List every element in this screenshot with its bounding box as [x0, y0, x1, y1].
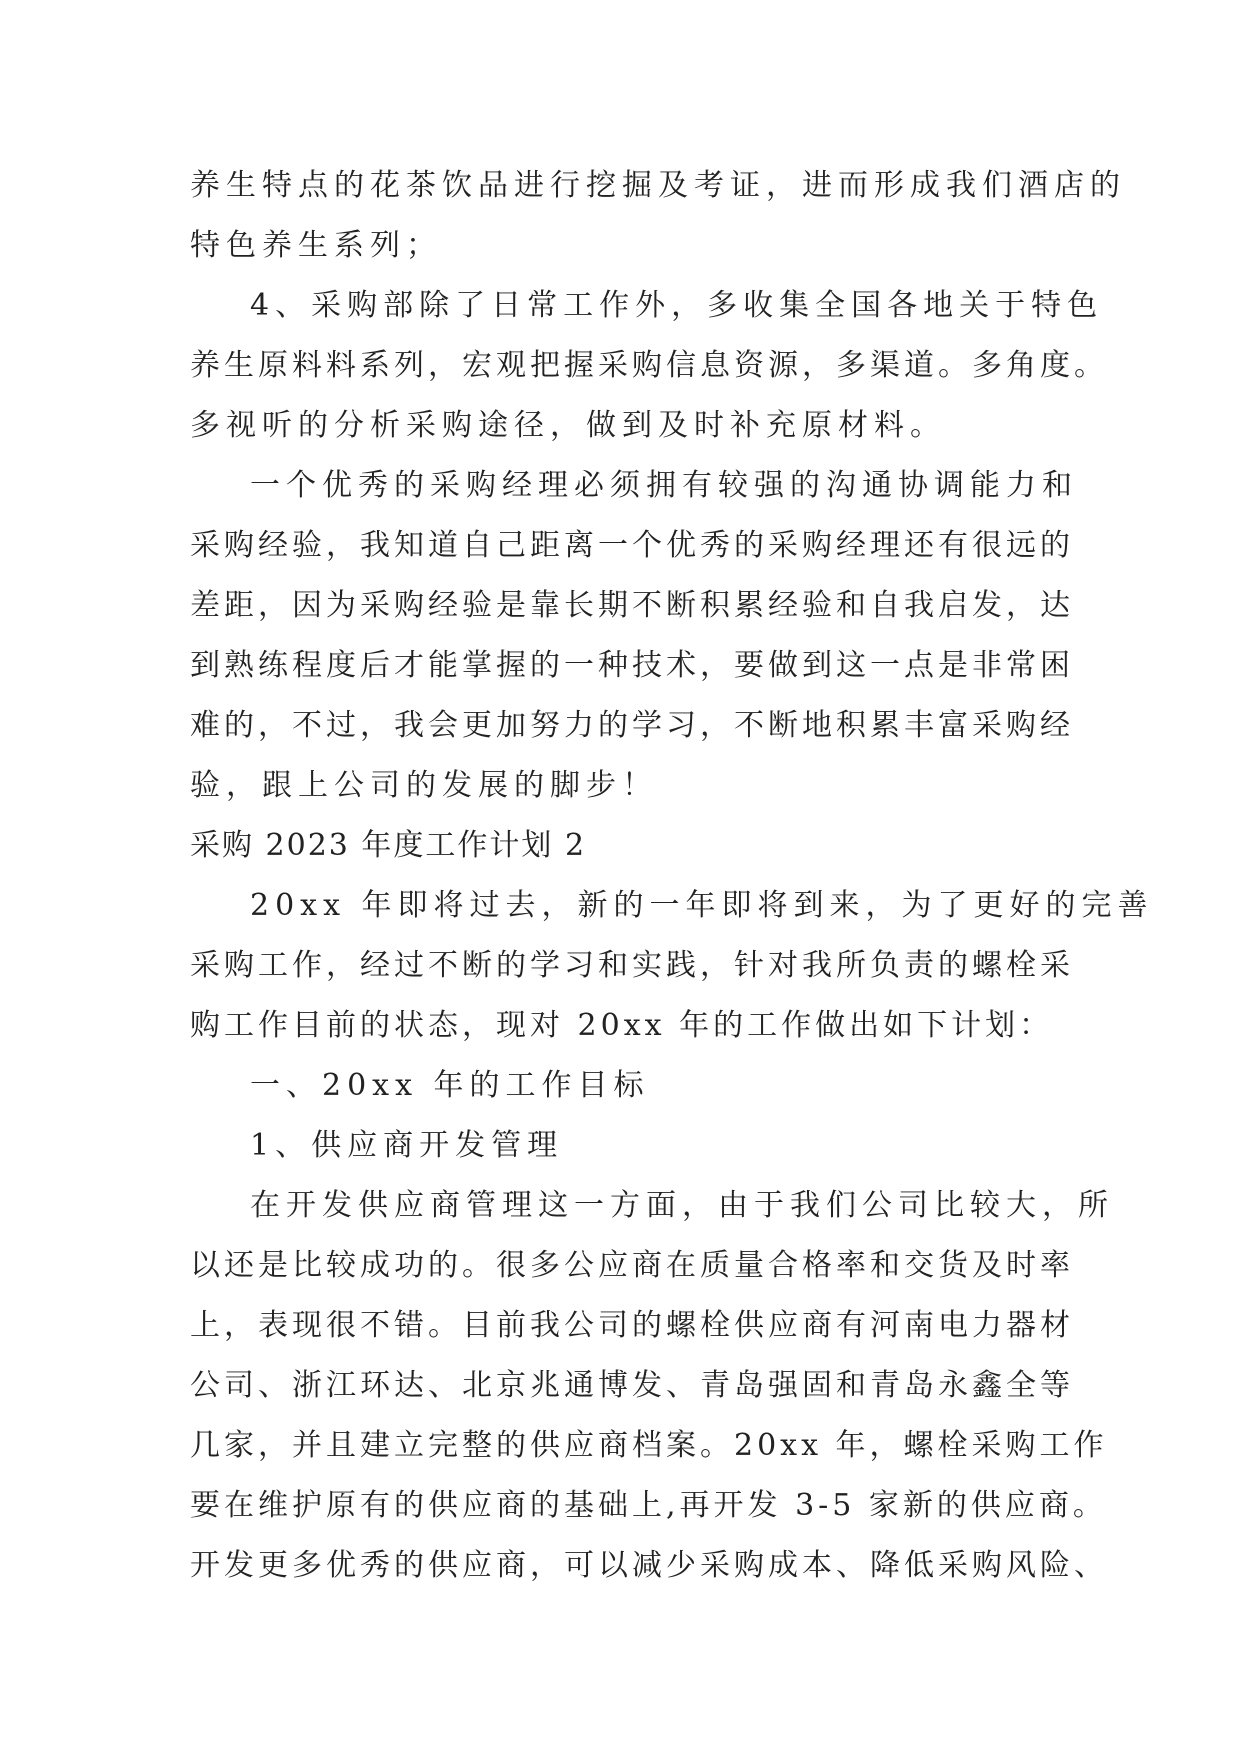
paragraph-line: 几家，并且建立完整的供应商档案。20xx 年，螺栓采购工作: [190, 1428, 1108, 1463]
paragraph-line: 20xx 年即将过去，新的一年即将到来，为了更好的完善: [250, 888, 1154, 923]
paragraph-line: 特色养生系列；: [190, 228, 442, 263]
paragraph-line: 养生原料料系列，宏观把握采购信息资源，多渠道。多角度。: [190, 348, 1108, 383]
paragraph-line: 开发更多优秀的供应商，可以减少采购成本、降低采购风险、: [190, 1548, 1108, 1583]
section-heading: 采购 2023 年度工作计划 2: [190, 828, 587, 863]
paragraph-line: 要在维护原有的供应商的基础上,再开发 3-5 家新的供应商。: [190, 1488, 1107, 1523]
paragraph-line: 到熟练程度后才能掌握的一种技术，要做到这一点是非常困: [190, 648, 1074, 683]
document-body: [190, 156, 1154, 1596]
subsection-heading: 一、20xx 年的工作目标: [250, 1068, 650, 1103]
paragraph-line: 一个优秀的采购经理必须拥有较强的沟通协调能力和: [250, 468, 1078, 503]
paragraph-line: 难的，不过，我会更加努力的学习，不断地积累丰富采购经: [190, 708, 1074, 743]
paragraph-line: 差距，因为采购经验是靠长期不断积累经验和自我启发，达: [190, 588, 1074, 623]
paragraph-line: 公司、浙江环达、北京兆通博发、青岛强固和青岛永鑫全等: [190, 1368, 1074, 1403]
paragraph-line: 验，跟上公司的发展的脚步！: [190, 768, 658, 803]
paragraph-line: 采购经验，我知道自己距离一个优秀的采购经理还有很远的: [190, 528, 1074, 563]
subsection-heading: 1、供应商开发管理: [250, 1128, 564, 1163]
paragraph-line: 购工作目前的状态，现对 20xx 年的工作做出如下计划：: [190, 1008, 1054, 1043]
paragraph-line: 多视听的分析采购途径，做到及时补充原材料。: [190, 408, 946, 443]
paragraph-line: 养生特点的花茶饮品进行挖掘及考证，进而形成我们酒店的: [190, 168, 1126, 203]
paragraph-line: 以还是比较成功的。很多公应商在质量合格率和交货及时率: [190, 1248, 1074, 1283]
paragraph-line: 4、采购部除了日常工作外，多收集全国各地关于特色: [250, 288, 1104, 323]
paragraph-line: 采购工作，经过不断的学习和实践，针对我所负责的螺栓采: [190, 948, 1074, 983]
paragraph-line: 上，表现很不错。目前我公司的螺栓供应商有河南电力器材: [190, 1308, 1074, 1343]
paragraph-line: 在开发供应商管理这一方面，由于我们公司比较大，所: [250, 1188, 1114, 1223]
